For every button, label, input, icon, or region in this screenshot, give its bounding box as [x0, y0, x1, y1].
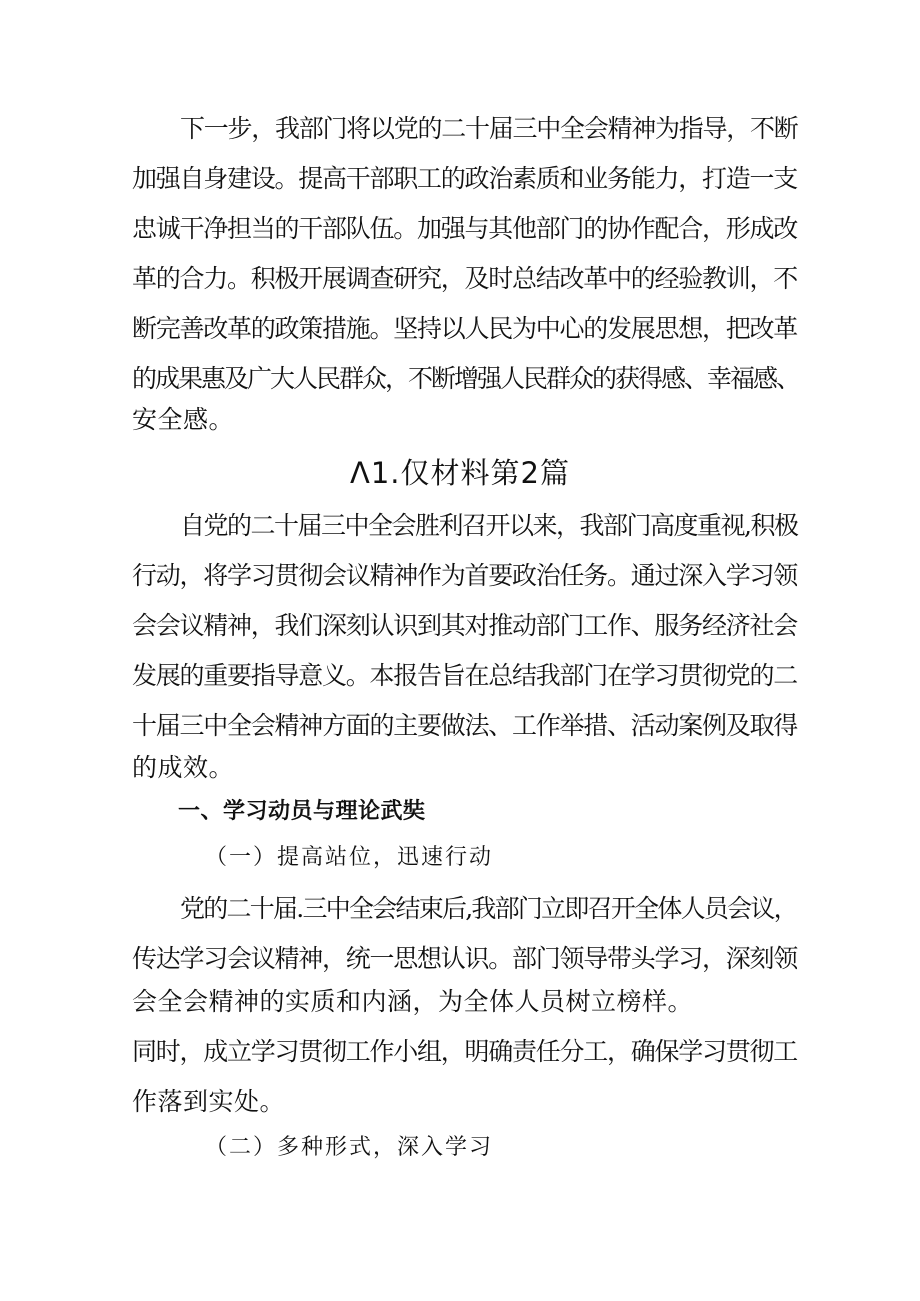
paragraph-2-line-6: 的成效。: [132, 753, 235, 782]
paragraph-1-line-1: 下一步，我部门将以党的二十届三中全会精神为指导，不断: [180, 114, 798, 143]
paragraph-1-line-2: 加强自身建设。提高干部职工的政治素质和业务能力，打造一支: [132, 164, 798, 193]
subheading-1: （一）提高站位，迅速行动: [205, 845, 494, 870]
subheading-2: （二）多种形式，深入学习: [205, 1135, 494, 1160]
paragraph-1-line-7: 安全感。: [132, 405, 235, 434]
paragraph-1-line-6: 的成果惠及广大人民群众，不断增强人民群众的获得感、幸福感、: [132, 364, 800, 393]
paragraph-3-line-4: 同时，成立学习贯彻工作小组，明确责任分工，确保学习贯彻工: [132, 1037, 798, 1066]
paragraph-2-line-5: 十届三中全会精神方面的主要做法、工作举措、活动案例及取得: [132, 711, 798, 740]
paragraph-2-line-4: 发展的重要指导意义。本报告旨在总结我部门在学习贯彻党的二: [132, 661, 798, 690]
paragraph-3-line-2: 传达学习会议精神，统一思想认识。部门领导带头学习，深刻领: [132, 944, 798, 973]
section-title: Λ1.仅材料第2篇: [350, 456, 570, 490]
paragraph-2-line-3: 会会议精神，我们深刻认识到其对推动部门工作、服务经济社会: [132, 611, 798, 640]
paragraph-2-line-1: 自党的二十届三中全会胜利召开以来，我部门高度重视,积极: [180, 511, 798, 540]
paragraph-2-line-2: 行动，将学习贯彻会议精神作为首要政治任务。通过深入学习领: [132, 561, 798, 590]
paragraph-3-line-5: 作落到实处。: [132, 1087, 286, 1116]
paragraph-3-line-3: 会全会精神的实质和内涵，为全体人员树立榜样。: [132, 987, 694, 1016]
heading-1: 一、学习动员与理论武奘: [178, 799, 426, 824]
paragraph-3-line-1: 党的二十届.三中全会结束后,我部门立即召开全体人员会议，: [180, 894, 797, 923]
paragraph-1-line-3: 忠诚干净担当的干部队伍。加强与其他部门的协作配合，形成改: [132, 214, 798, 243]
paragraph-1-line-4: 革的合力。积极开展调查研究，及时总结改革中的经验教训，不: [132, 264, 798, 293]
paragraph-1-line-5: 断完善改革的政策措施。坚持以人民为中心的发展思想，把改革: [132, 314, 798, 343]
